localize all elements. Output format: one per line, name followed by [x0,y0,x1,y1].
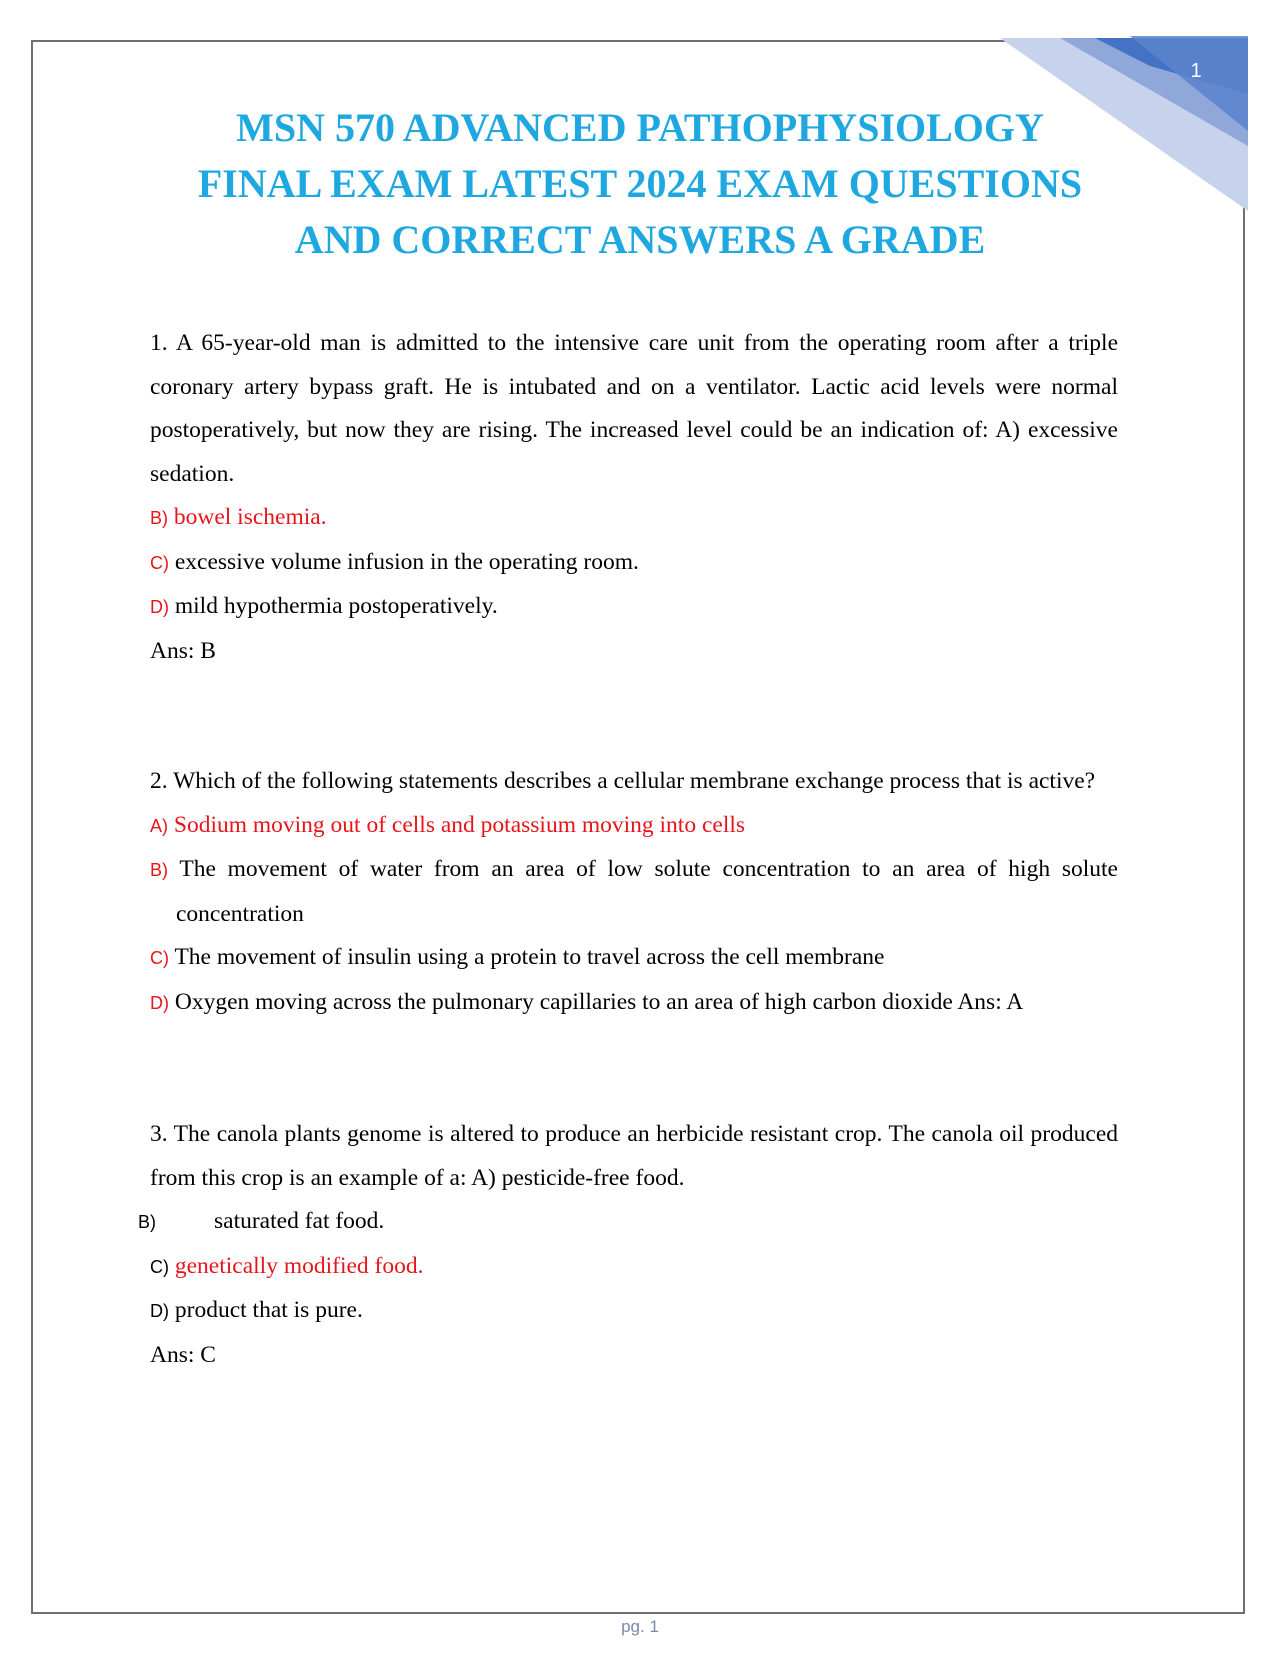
answer-option [150,936,1118,981]
option-letter: B) [138,1212,156,1232]
page-footer: pg. 1 [621,1617,659,1636]
answer-option [138,1200,1118,1245]
option-text: mild hypothermia postoperatively. [174,593,498,619]
answer-option [150,1245,1118,1290]
option-letter: B) [150,508,168,528]
option-letter: C) [150,1256,169,1277]
answer-option [150,981,1118,1026]
answer-option [150,541,1118,586]
option-letter: C) [150,948,169,968]
document-title [130,100,1150,268]
question-stem: 1. A 65-year-old man is admitted to the intensive care unit from the operating room after a triple coronary artery bypass graft. He is intubated and on a ventilator. Lactic acid levels were normal postoperatively, but now they are rising. The increased level could be an indication of: A) excessive sedation. [150,330,1118,487]
option-letter: B) [150,860,168,880]
option-text: Oxygen moving across the pulmonary capillaries to an area of high carbon dioxide Ans: A [174,988,1024,1015]
option-letter: C) [150,552,169,573]
title-line: FINAL EXAM LATEST 2024 EXAM QUESTIONS [197,161,1083,206]
option-letter: A) [150,815,168,836]
option-letter: D) [150,992,169,1013]
title-line: AND CORRECT ANSWERS A GRADE [294,217,986,262]
question-stem: 2. Which of the following statements describes a cellular membrane exchange process that is active? [150,768,1096,794]
page-number: 1 [1190,60,1202,82]
exam-content [138,322,1118,1377]
question-stem: 3. The canola plants genome is altered to produce an herbicide resistant crop. The canola oil produced from this crop is an example of a: A) pesticide-free food. [150,1121,1118,1191]
answer-option [150,585,1118,630]
option-text: excessive volume infusion in the operating room. [174,548,639,575]
option-text: product that is pure. [174,1297,363,1323]
option-letter: D) [150,597,169,617]
answer-key: Ans: C [150,1341,216,1368]
option-text: Sodium moving out of cells and potassium moving into cells [173,811,746,838]
option-text: saturated fat food. [214,1208,385,1234]
answer-option [150,496,1118,541]
option-text: bowel ischemia. [173,504,327,530]
answer-option [150,848,1118,936]
option-text: The movement of insulin using a protein to travel across the cell membrane [174,944,885,970]
option-letter: D) [150,1301,169,1321]
answer-option [150,804,1118,849]
answer-option [150,1289,1118,1334]
title-line: MSN 570 ADVANCED PATHOPHYSIOLOGY [236,105,1044,150]
option-text: The movement of water from an area of low solute concentration to an area of high solute concentration [176,856,1118,927]
answer-key: Ans: B [150,637,216,664]
option-text: genetically modified food. [174,1252,424,1279]
